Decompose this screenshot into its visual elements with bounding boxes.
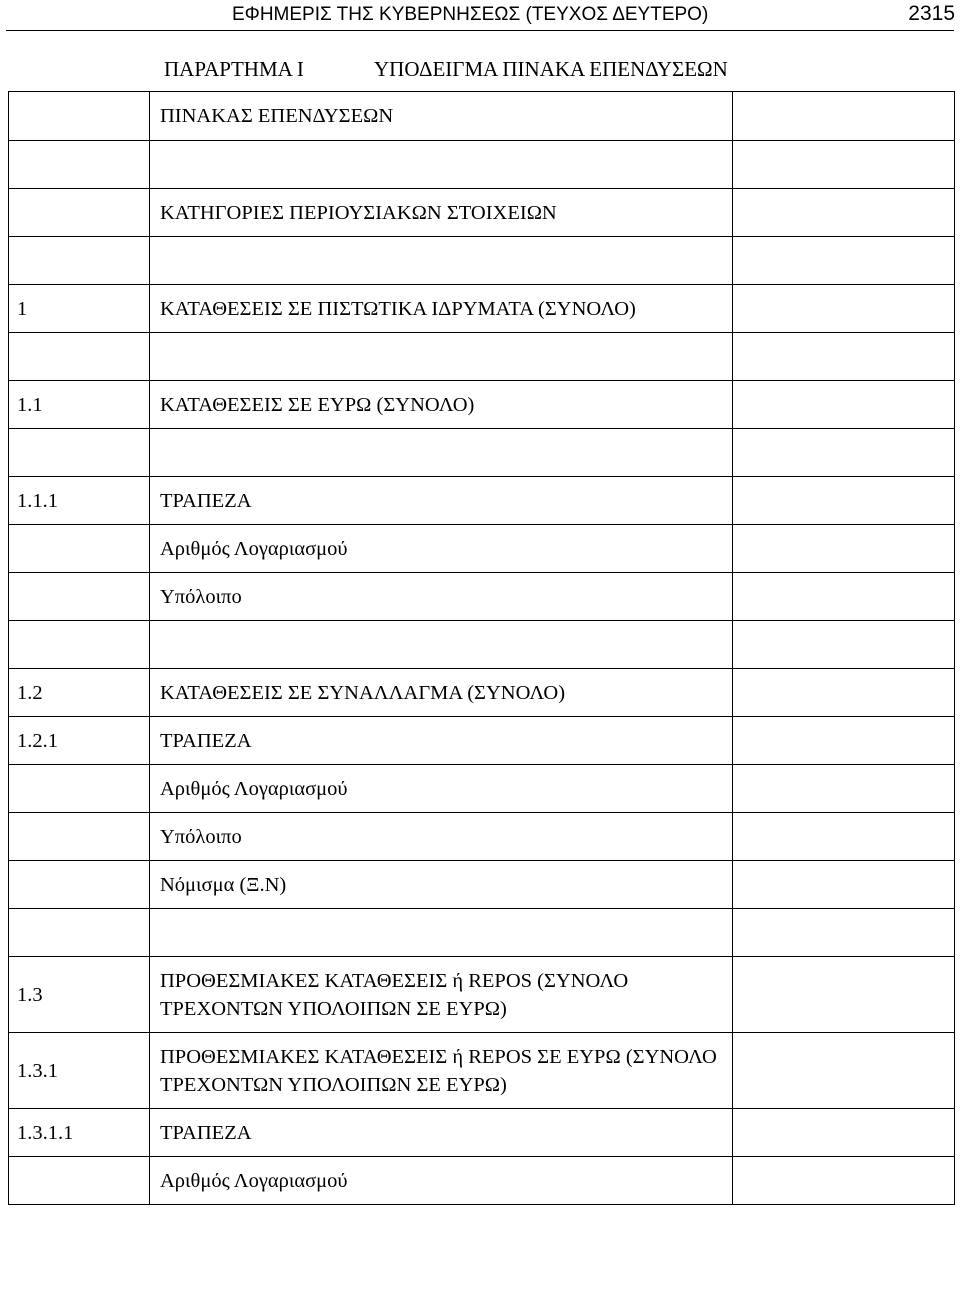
value-cell — [733, 237, 955, 285]
value-cell — [733, 333, 955, 381]
table-row — [9, 669, 955, 717]
value-cell — [733, 141, 955, 189]
value-cell — [733, 621, 955, 669]
annex-title: ΥΠΟΔΕΙΓΜΑ ΠΙΝΑΚΑ ΕΠΕΝΔΥΣΕΩΝ — [374, 57, 728, 81]
table-row — [9, 189, 955, 237]
table-row — [9, 429, 955, 477]
row-label — [150, 141, 733, 189]
value-cell — [733, 92, 955, 141]
table-row — [9, 381, 955, 429]
row-code: 1.3.1.1 — [9, 1109, 150, 1157]
table-row — [9, 957, 955, 1033]
value-cell — [733, 381, 955, 429]
table-row — [9, 1157, 955, 1205]
value-cell — [733, 813, 955, 861]
row-label: ΠΡΟΘΕΣΜΙΑΚΕΣ ΚΑΤΑΘΕΣΕΙΣ ή REPOS ΣΕ ΕΥΡΩ (ΣΥΝΟΛΟ ΤΡΕΧΟΝΤΩΝ ΥΠΟΛΟΙΠΩΝ ΣΕ ΕΥΡΩ) — [150, 1033, 733, 1109]
value-cell — [733, 573, 955, 621]
row-code — [9, 621, 150, 669]
row-label: ΚΑΤΑΘΕΣΕΙΣ ΣΕ ΣΥΝΑΛΛΑΓΜΑ (ΣΥΝΟΛΟ) — [150, 669, 733, 717]
row-label: ΚΑΤΗΓΟΡΙΕΣ ΠΕΡΙΟΥΣΙΑΚΩΝ ΣΤΟΙΧΕΙΩΝ — [150, 189, 733, 237]
table-row — [9, 237, 955, 285]
table-row — [9, 141, 955, 189]
value-cell — [733, 1033, 955, 1109]
row-code — [9, 141, 150, 189]
row-label: Υπόλοιπο — [150, 573, 733, 621]
annex-label: ΠΑΡΑΡΤΗΜΑ Ι — [164, 57, 304, 81]
row-code: 1.3 — [9, 957, 150, 1033]
table-row — [9, 1109, 955, 1157]
row-label — [150, 909, 733, 957]
table-row — [9, 861, 955, 909]
investments-table — [8, 91, 955, 1205]
table-row — [9, 92, 955, 141]
row-code — [9, 525, 150, 573]
row-code — [9, 813, 150, 861]
table-row — [9, 717, 955, 765]
row-label: ΤΡΑΠΕΖΑ — [150, 477, 733, 525]
row-label: ΚΑΤΑΘΕΣΕΙΣ ΣΕ ΠΙΣΤΩΤΙΚΑ ΙΔΡΥΜΑΤΑ (ΣΥΝΟΛΟ) — [150, 285, 733, 333]
row-code: 1.2 — [9, 669, 150, 717]
row-code: 1.2.1 — [9, 717, 150, 765]
row-label: ΤΡΑΠΕΖΑ — [150, 1109, 733, 1157]
row-code — [9, 573, 150, 621]
row-code — [9, 861, 150, 909]
value-cell — [733, 669, 955, 717]
value-cell — [733, 909, 955, 957]
value-cell — [733, 957, 955, 1033]
row-label: ΠΙΝΑΚΑΣ ΕΠΕΝΔΥΣΕΩΝ — [150, 92, 733, 141]
table-row — [9, 813, 955, 861]
row-code — [9, 333, 150, 381]
value-cell — [733, 285, 955, 333]
value-cell — [733, 717, 955, 765]
row-code — [9, 1157, 150, 1205]
row-label — [150, 429, 733, 477]
value-cell — [733, 1109, 955, 1157]
row-label — [150, 333, 733, 381]
running-header — [0, 0, 960, 28]
value-cell — [733, 429, 955, 477]
value-cell — [733, 765, 955, 813]
table-row — [9, 1033, 955, 1109]
row-code: 1.3.1 — [9, 1033, 150, 1109]
row-code — [9, 189, 150, 237]
row-label — [150, 621, 733, 669]
row-code — [9, 237, 150, 285]
value-cell — [733, 1157, 955, 1205]
row-label: Υπόλοιπο — [150, 813, 733, 861]
table-row — [9, 573, 955, 621]
row-code: 1 — [9, 285, 150, 333]
table-row — [9, 333, 955, 381]
table-row — [9, 525, 955, 573]
row-label: Αριθμός Λογαριασμού — [150, 525, 733, 573]
table-row — [9, 285, 955, 333]
table-row — [9, 477, 955, 525]
row-label: ΠΡΟΘΕΣΜΙΑΚΕΣ ΚΑΤΑΘΕΣΕΙΣ ή REPOS (ΣΥΝΟΛΟ ΤΡΕΧΟΝΤΩΝ ΥΠΟΛΟΙΠΩΝ ΣΕ ΕΥΡΩ) — [150, 957, 733, 1033]
page-number: 2315 — [908, 2, 955, 25]
row-code — [9, 765, 150, 813]
value-cell — [733, 189, 955, 237]
value-cell — [733, 477, 955, 525]
row-code: 1.1.1 — [9, 477, 150, 525]
row-label — [150, 237, 733, 285]
row-code — [9, 429, 150, 477]
row-label: Νόμισμα (Ξ.Ν) — [150, 861, 733, 909]
row-code — [9, 909, 150, 957]
table-row — [9, 909, 955, 957]
journal-title: ΕΦΗΜΕΡΙΣ ΤΗΣ ΚΥΒΕΡΝΗΣΕΩΣ (ΤΕΥΧΟΣ ΔΕΥΤΕΡΟ) — [232, 4, 709, 25]
table-row — [9, 765, 955, 813]
row-label: Αριθμός Λογαριασμού — [150, 765, 733, 813]
row-label: Αριθμός Λογαριασμού — [150, 1157, 733, 1205]
table-row — [9, 621, 955, 669]
row-code — [9, 92, 150, 141]
row-label: ΤΡΑΠΕΖΑ — [150, 717, 733, 765]
row-code: 1.1 — [9, 381, 150, 429]
value-cell — [733, 861, 955, 909]
value-cell — [733, 525, 955, 573]
header-rule — [6, 30, 954, 31]
row-label: ΚΑΤΑΘΕΣΕΙΣ ΣΕ ΕΥΡΩ (ΣΥΝΟΛΟ) — [150, 381, 733, 429]
